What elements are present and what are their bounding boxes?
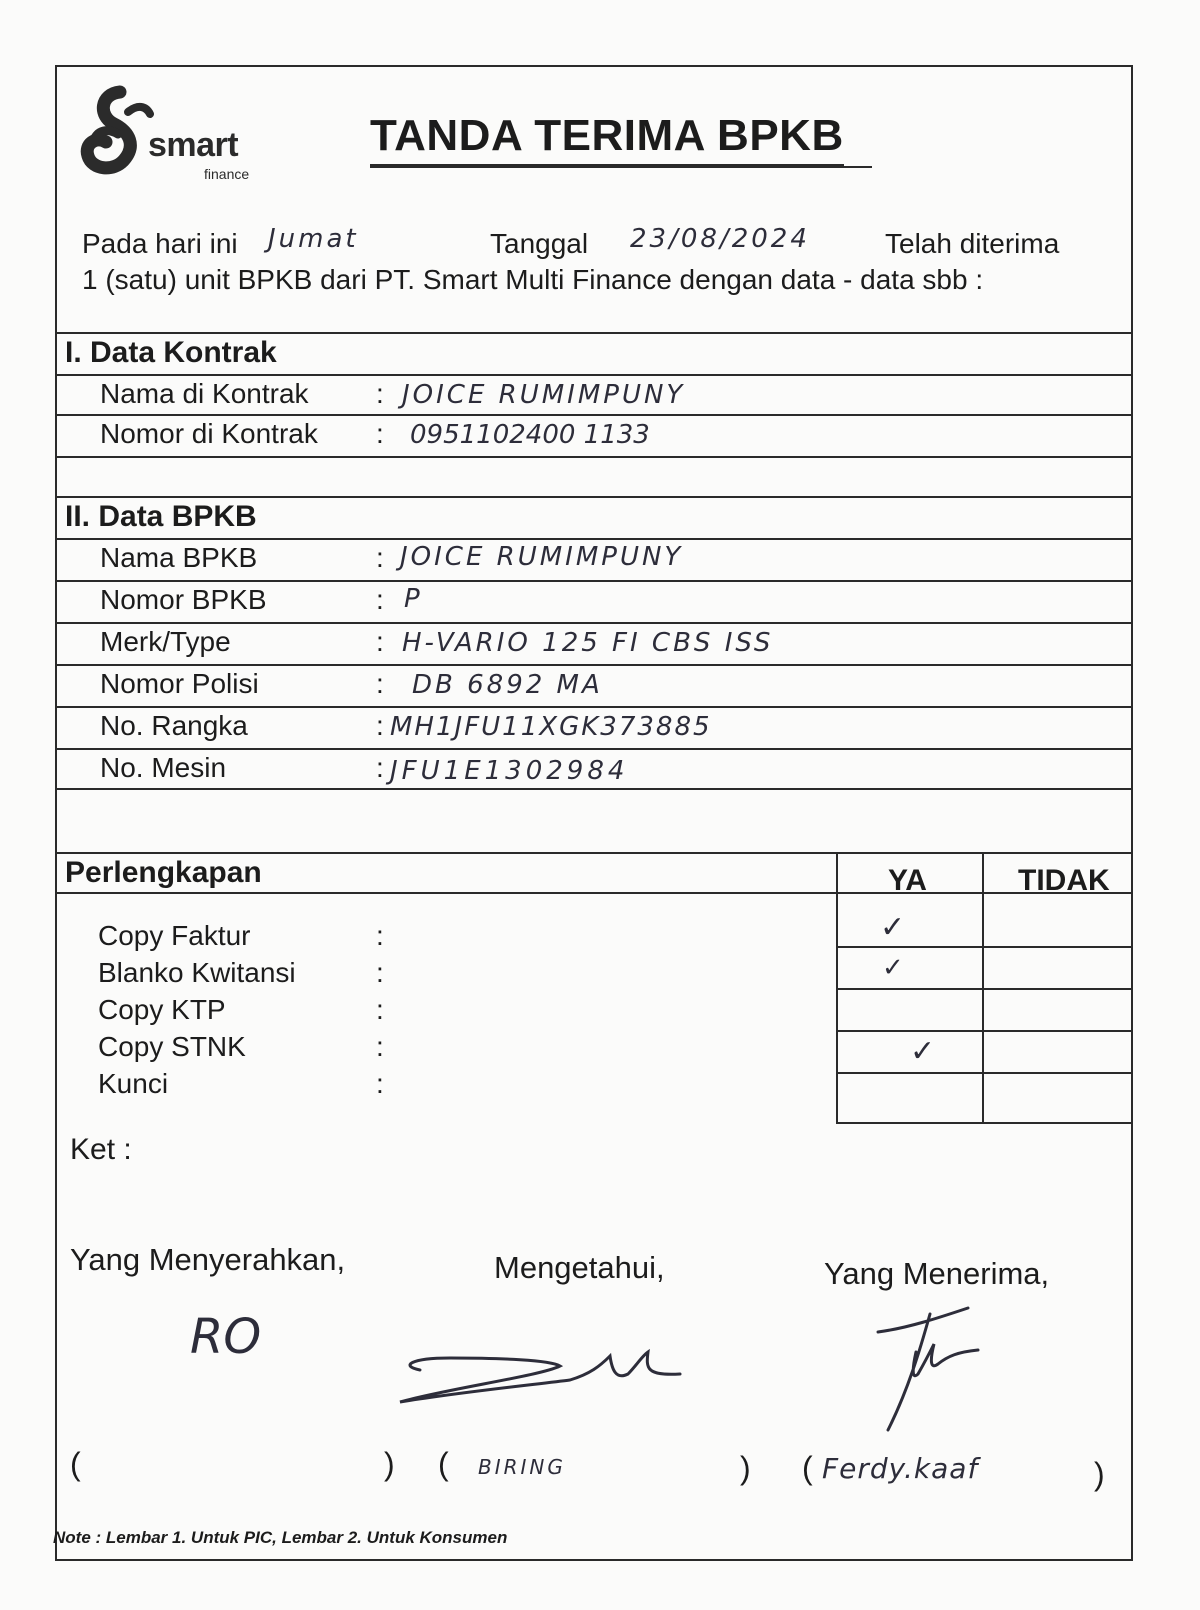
- date-label: Tanggal: [490, 228, 589, 259]
- witness-signature: [390, 1330, 710, 1420]
- intro-line-2: 1 (satu) unit BPKB dari PT. Smart Multi Finance dengan data - data sbb :: [82, 264, 984, 295]
- bpkb-row-sep: :: [376, 752, 384, 783]
- bpkb-row-label: Merk/Type: [100, 626, 231, 657]
- divider: [55, 374, 1133, 376]
- perlengkapan-item-sep: :: [376, 1031, 384, 1062]
- witness-close-paren: ): [740, 1450, 751, 1486]
- title-underline: [370, 166, 872, 168]
- divider: [55, 332, 1133, 334]
- table-hline: [836, 1030, 1133, 1032]
- receiver-close-paren: ): [1094, 1456, 1105, 1492]
- table-hline: [836, 1122, 1133, 1124]
- perlengkapan-item-sep: :: [376, 1068, 384, 1099]
- divider: [55, 706, 1133, 708]
- section-kontrak-heading: I. Data Kontrak: [65, 336, 277, 369]
- bpkb-row-label: No. Mesin: [100, 752, 227, 783]
- bpkb-row-sep: :: [376, 668, 384, 699]
- divider: [55, 580, 1133, 582]
- divider: [55, 456, 1133, 458]
- logo-sub-text: finance: [204, 166, 250, 182]
- perlengkapan-item-sep: :: [376, 957, 384, 988]
- divider: [55, 496, 1133, 498]
- perlengkapan-item-label: Blanko Kwitansi: [98, 957, 296, 988]
- kontrak-row-label: Nomor di Kontrak: [100, 418, 318, 449]
- receiver-label: Yang Menerima,: [824, 1256, 1050, 1291]
- giver-close-paren: ): [384, 1446, 395, 1482]
- bpkb-row-sep: :: [376, 584, 384, 615]
- divider: [55, 622, 1133, 624]
- day-value: Jumat: [268, 224, 359, 254]
- bpkb-row-label: Nama BPKB: [100, 542, 258, 573]
- perlengkapan-item-sep: :: [376, 920, 384, 951]
- bpkb-row-label: Nomor Polisi: [100, 668, 259, 699]
- document-title: TANDA TERIMA BPKB: [370, 110, 844, 166]
- receiver-name: Ferdy.kaaf: [822, 1452, 979, 1485]
- divider: [55, 748, 1133, 750]
- bpkb-mesin-value: JFU1E1302984: [390, 756, 629, 786]
- footer-note: Note : Lembar 1. Untuk PIC, Lembar 2. Untuk Konsumen: [53, 1528, 508, 1547]
- smart-finance-logo: [80, 84, 280, 189]
- section-bpkb-heading: II. Data BPKB: [65, 500, 257, 533]
- perlengkapan-item-label: Copy STNK: [98, 1031, 246, 1062]
- bpkb-rangka-value: MH1JFU11XGK373885: [390, 712, 712, 742]
- giver-signature: RO: [190, 1309, 262, 1365]
- table-hline: [836, 946, 1133, 948]
- divider: [55, 788, 1133, 790]
- giver-open-paren: (: [70, 1446, 81, 1482]
- divider: [55, 414, 1133, 416]
- col-ya-header: YA: [888, 864, 927, 897]
- witness-name: BIRING: [478, 1455, 566, 1479]
- received-label: Telah diterima: [885, 228, 1060, 259]
- witness-open-paren: (: [438, 1446, 449, 1482]
- logo-brand-text: smart: [148, 126, 239, 164]
- bpkb-polisi-value: DB 6892 MA: [412, 670, 603, 700]
- check-mark-icon: ✓: [910, 1035, 936, 1068]
- divider: [55, 892, 1133, 894]
- check-mark-icon: ✓: [882, 952, 904, 982]
- receiver-signature: [868, 1300, 998, 1440]
- perlengkapan-heading: Perlengkapan: [65, 856, 262, 889]
- bpkb-row-label: No. Rangka: [100, 710, 248, 741]
- bpkb-row-sep: :: [376, 542, 384, 573]
- date-value: 23/08/2024: [630, 224, 810, 254]
- kontrak-name-value: JOICE RUMIMPUNY: [402, 380, 686, 410]
- kontrak-row-sep: :: [376, 418, 384, 449]
- perlengkapan-item-label: Copy KTP: [98, 994, 226, 1025]
- divider: [55, 538, 1133, 540]
- col-tidak-header: TIDAK: [1018, 864, 1110, 897]
- table-hline: [836, 988, 1133, 990]
- bpkb-row-sep: :: [376, 626, 384, 657]
- divider: [55, 664, 1133, 666]
- perlengkapan-item-label: Kunci: [98, 1068, 169, 1099]
- day-label: Pada hari ini: [82, 228, 238, 259]
- witness-label: Mengetahui,: [494, 1250, 665, 1285]
- bpkb-number-value: P: [404, 584, 423, 614]
- giver-label: Yang Menyerahkan,: [70, 1242, 346, 1277]
- bpkb-row-sep: :: [376, 710, 384, 741]
- bpkb-row-label: Nomor BPKB: [100, 584, 267, 615]
- ket-label: Ket :: [70, 1133, 132, 1166]
- bpkb-merk-value: H-VARIO 125 FI CBS ISS: [402, 628, 774, 658]
- perlengkapan-item-sep: :: [376, 994, 384, 1025]
- kontrak-number-value: 0951102400 1133: [410, 420, 650, 450]
- receiver-open-paren: (: [802, 1450, 813, 1486]
- kontrak-row-label: Nama di Kontrak: [100, 378, 309, 409]
- table-hline: [836, 1072, 1133, 1074]
- bpkb-name-value: JOICE RUMIMPUNY: [400, 542, 684, 572]
- kontrak-row-sep: :: [376, 378, 384, 409]
- perlengkapan-item-label: Copy Faktur: [98, 920, 251, 951]
- check-mark-icon: ✓: [880, 911, 906, 944]
- divider: [55, 852, 1133, 854]
